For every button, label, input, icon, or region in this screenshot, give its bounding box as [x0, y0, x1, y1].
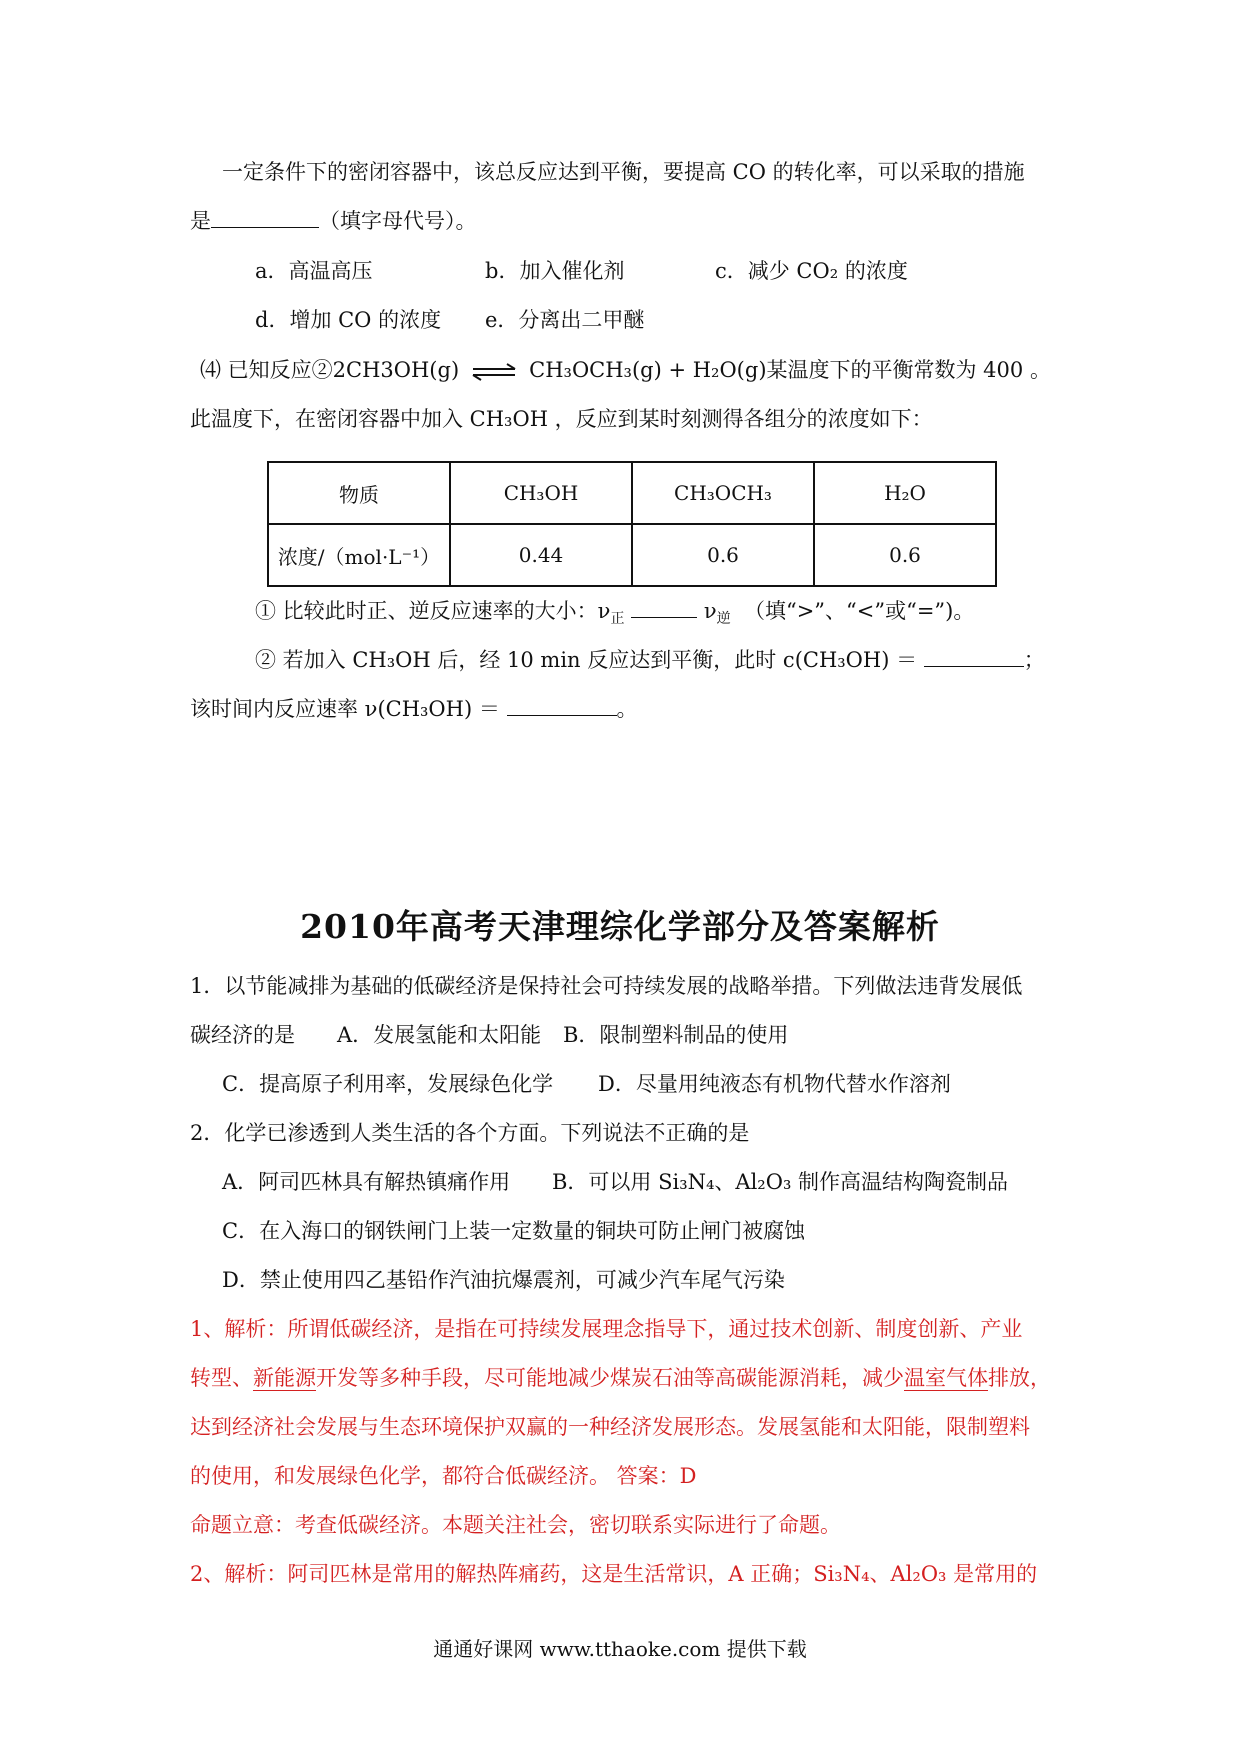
q3-option-c: c．减少 CO₂ 的浓度 [715, 259, 908, 283]
q3-options-row1 [255, 256, 908, 286]
q1-option-d: D．尽量用纯液态有机物代替水作溶剂 [598, 1072, 951, 1096]
q4-sub2 [255, 645, 1045, 675]
page-footer: 通通好课网 www.tthaoke.com 提供下载 [433, 1637, 807, 1661]
q3-answer-blank[interactable] [211, 207, 319, 228]
concentration-table [267, 461, 997, 587]
q1-line1: 1．以节能减排为基础的低碳经济是保持社会可持续发展的战略举措。下列做法违背发展低 [190, 974, 1023, 998]
a1-line4: 的使用，和发展绿色化学，都符合低碳经济。 答案：D [190, 1464, 697, 1488]
q1-stem: 碳经济的是 [190, 1023, 295, 1047]
q1-option-b: B．限制塑料制品的使用 [563, 1023, 789, 1047]
q2-option-c: C．在入海口的钢铁闸门上装一定数量的铜块可防止闸门被腐蚀 [222, 1219, 806, 1243]
a1-line2-c: 排放， [988, 1366, 1051, 1390]
table-row-label: 浓度/（mol·L⁻¹） [268, 524, 450, 586]
q4-sub2-prefix: ② 若加入 CH₃OH 后，经 10 min 反应达到平衡，此时 c(CH₃OH) ＝ [255, 648, 918, 672]
q4-sub1-prefix: ① 比较此时正、逆反应速率的大小：ν [255, 599, 611, 623]
table-cell: 0.44 [450, 524, 632, 586]
q4-sub2-suffix: ； [1023, 648, 1045, 672]
q3-option-d: d．增加 CO 的浓度 [255, 308, 442, 332]
a1-line2 [190, 1363, 1051, 1393]
table-header-cell: 物质 [268, 462, 450, 524]
q3-option-e: e．分离出二甲醚 [485, 308, 645, 332]
table-header-cell: CH₃OH [450, 462, 632, 524]
link-new-energy[interactable]: 新能源 [253, 1366, 316, 1390]
link-greenhouse-gas[interactable]: 温室气体 [904, 1366, 988, 1390]
equilibrium-arrow-icon [471, 363, 517, 381]
q3-stem-suffix: （填字母代号）。 [319, 209, 477, 233]
q4-reaction-suffix: CH₃OCH₃(g) + H₂O(g)某温度下的平衡常数为 400 。 [529, 358, 1051, 382]
q4-sub1-mid: ν [703, 599, 717, 623]
q1-option-c: C．提高原子利用率，发展绿色化学 [222, 1072, 554, 1096]
q4-reaction-prefix: ⑷ 已知反应②2CH3OH(g) [200, 358, 460, 382]
table-cell: 0.6 [632, 524, 814, 586]
q4-line1 [200, 355, 1051, 385]
q2-option-b: B．可以用 Si₃N₄、Al₂O₃ 制作高温结构陶瓷制品 [552, 1170, 1009, 1194]
q3-option-b: b．加入催化剂 [485, 259, 625, 283]
q3-stem-line1: 一定条件下的密闭容器中，该总反应达到平衡，要提高 CO 的转化率，可以采取的措施 [222, 160, 1025, 184]
q3-option-a: a．高温高压 [255, 259, 373, 283]
section-title: 2010年高考天津理综化学部分及答案解析 [300, 907, 940, 946]
a1-line2-b: 开发等多种手段，尽可能地减少煤炭石油等高碳能源消耗，减少 [316, 1366, 904, 1390]
q2-line1: 2．化学已渗透到人类生活的各个方面。下列说法不正确的是 [190, 1121, 750, 1145]
a2-line1: 2、解析：阿司匹林是常用的解热阵痛药，这是生活常识，A 正确；Si₃N₄、Al₂O₃ 是常用的 [190, 1562, 1038, 1586]
q4-sub1-forward: 正 [610, 611, 625, 628]
q2-option-a: A．阿司匹林具有解热镇痛作用 [222, 1170, 511, 1194]
a1-line1: 1、解析：所谓低碳经济，是指在可持续发展理念指导下，通过技术创新、制度创新、产业 [190, 1317, 1023, 1341]
table-header-cell: H₂O [814, 462, 996, 524]
a1-line2-a: 转型、 [190, 1366, 253, 1390]
table-cell: 0.6 [814, 524, 996, 586]
q4-sub2-line2-prefix: 该时间内反应速率 ν(CH₃OH) ＝ [190, 697, 500, 721]
q4-sub1-suffix: （填“>”、“<”或“=”)。 [743, 599, 975, 623]
table-header-cell: CH₃OCH₃ [632, 462, 814, 524]
q3-options-row2 [255, 305, 644, 335]
q3-stem-prefix: 是 [190, 209, 211, 233]
q4-sub2-line2-blank[interactable] [507, 695, 617, 716]
q1-line2 [190, 1020, 788, 1050]
q4-sub1 [255, 596, 974, 634]
q4-sub2-line2-suffix: 。 [616, 697, 638, 721]
a1-line3: 达到经济社会发展与生态环境保护双赢的一种经济发展形态。发展氢能和太阳能，限制塑料 [190, 1415, 1030, 1439]
a1-intent: 命题立意：考查低碳经济。本题关注社会，密切联系实际进行了命题。 [190, 1513, 841, 1537]
table-header-row [268, 462, 996, 524]
q4-sub2-blank[interactable] [924, 646, 1024, 667]
q4-sub1-reverse: 逆 [716, 611, 731, 628]
q1-line3 [222, 1069, 951, 1099]
q4-sub2-line2 [190, 694, 638, 724]
q3-stem-line2 [190, 206, 477, 236]
q4-sub1-blank[interactable] [631, 597, 697, 618]
q1-option-a: A．发展氢能和太阳能 [337, 1023, 542, 1047]
q2-option-d: D．禁止使用四乙基铅作汽油抗爆震剂，可减少汽车尾气污染 [222, 1268, 785, 1292]
table-row [268, 524, 996, 586]
q2-line2 [222, 1167, 1008, 1197]
q4-line2: 此温度下，在密闭容器中加入 CH₃OH ，反应到某时刻测得各组分的浓度如下： [190, 407, 933, 431]
